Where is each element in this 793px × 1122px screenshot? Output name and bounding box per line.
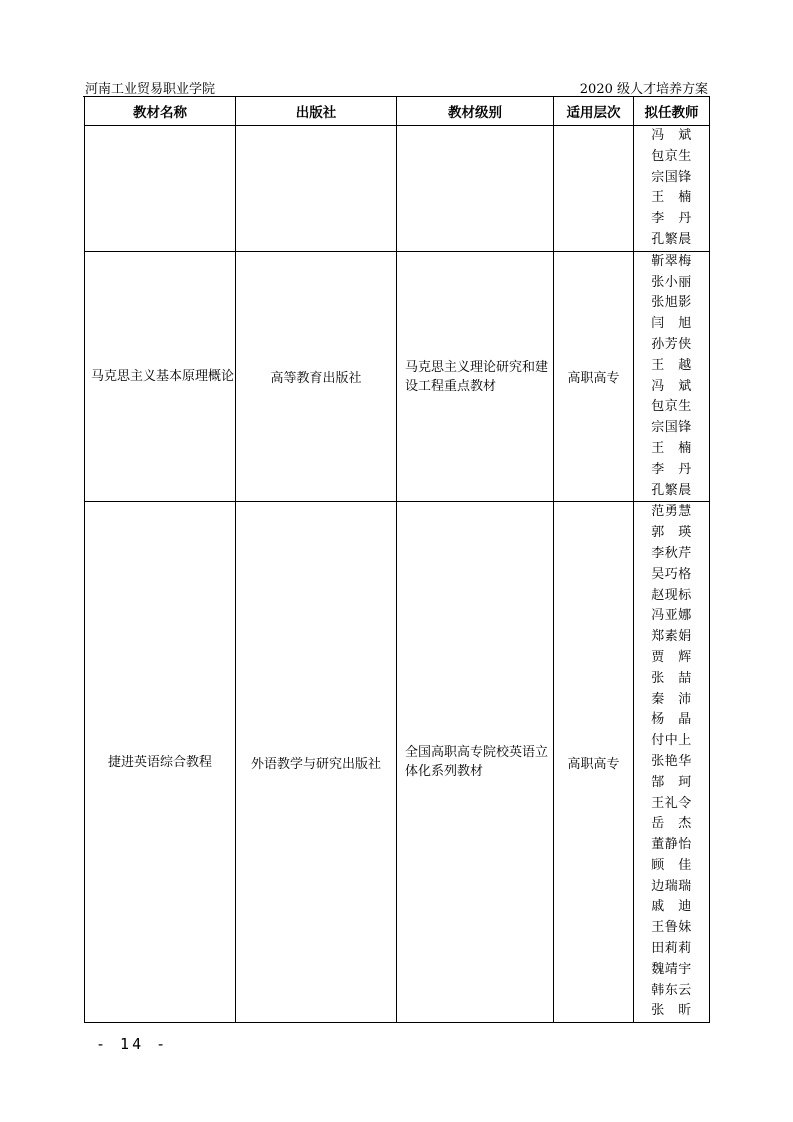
- cell-teachers: [634, 502, 710, 1023]
- teacher-name: 贾 辉: [651, 649, 692, 665]
- teacher-name: 宗国锋: [651, 169, 692, 185]
- teacher-name: 李秋芹: [651, 545, 692, 561]
- page-header: [83, 78, 710, 97]
- textbook-table: [84, 96, 710, 1023]
- teacher-name: 孔繁晨: [651, 231, 692, 247]
- teacher-name: 范勇慧: [651, 504, 692, 520]
- teacher-name: 张旭影: [651, 295, 692, 311]
- teacher-name: 王 楠: [651, 190, 692, 206]
- table-row: [85, 126, 710, 252]
- teacher-name: 付中上: [651, 733, 692, 749]
- teacher-name: 冯 斌: [651, 378, 692, 394]
- teacher-name: 李 丹: [651, 211, 692, 227]
- teacher-name: 张 昕: [651, 1003, 692, 1019]
- col-header-scope: 适用层次: [554, 97, 634, 126]
- col-header-publisher: 出版社: [236, 97, 397, 126]
- teacher-name: 董静怡: [651, 837, 692, 853]
- school-name: 河南工业贸易职业学院: [85, 82, 216, 97]
- teacher-name: 郑素娟: [651, 629, 692, 645]
- table-row: [85, 251, 710, 502]
- cell-teachers: [634, 251, 710, 502]
- teacher-name: 戚 迪: [651, 899, 692, 915]
- teacher-name: 闫 旭: [651, 316, 692, 332]
- teacher-name: 王 楠: [651, 440, 692, 456]
- teacher-name: 王鲁妹: [651, 920, 692, 936]
- teacher-name: 吴巧格: [651, 566, 692, 582]
- teacher-name: 王 越: [651, 357, 692, 373]
- teacher-name: 包京生: [651, 148, 692, 164]
- teacher-name: 宗国锋: [651, 420, 692, 436]
- teacher-name: 田莉莉: [651, 941, 692, 957]
- teacher-name: 包京生: [651, 399, 692, 415]
- cell-scope: [554, 126, 634, 252]
- teacher-name: 李 丹: [651, 461, 692, 477]
- cell-publisher: [236, 126, 397, 252]
- cell-name: [85, 126, 236, 252]
- teacher-name: 张小丽: [651, 274, 692, 290]
- teacher-name: 张艳华: [651, 753, 692, 769]
- teacher-name: 孔繁晨: [651, 482, 692, 498]
- cell-level: 全国高职高专院校英语立体化系列教材: [397, 502, 554, 1023]
- teacher-name: 杨 晶: [651, 712, 692, 728]
- teacher-name: 冯 斌: [651, 128, 692, 143]
- teacher-name: 顾 佳: [651, 857, 692, 873]
- cell-teachers: [634, 126, 710, 252]
- teacher-name: 边瑞瑞: [651, 878, 692, 894]
- col-header-teachers: 拟任教师: [634, 97, 710, 126]
- cell-level: 马克思主义理论研究和建设工程重点教材: [397, 251, 554, 502]
- cell-name: 马克思主义基本原理概论: [85, 251, 236, 502]
- teacher-name: 韩东云: [651, 982, 692, 998]
- teacher-name: 张 喆: [651, 670, 692, 686]
- cell-scope: 高职高专: [554, 502, 634, 1023]
- col-header-name: 教材名称: [85, 97, 236, 126]
- teacher-name: 郜 珂: [651, 774, 692, 790]
- table-header-row: [85, 97, 710, 126]
- teacher-name: 秦 沛: [651, 691, 692, 707]
- page-number: - 14 -: [96, 1035, 169, 1053]
- teacher-name: 岳 杰: [651, 816, 692, 832]
- cell-scope: 高职高专: [554, 251, 634, 502]
- col-header-level: 教材级别: [397, 97, 554, 126]
- teacher-name: 赵现标: [651, 587, 692, 603]
- teacher-name: 冯亚娜: [651, 608, 692, 624]
- teacher-name: 孙芳侠: [651, 336, 692, 352]
- cell-level: [397, 126, 554, 252]
- table-row: [85, 502, 710, 1023]
- teacher-name: 魏靖宇: [651, 961, 692, 977]
- cell-publisher: 外语教学与研究出版社: [236, 502, 397, 1023]
- teacher-name: 靳翠梅: [651, 253, 692, 269]
- teacher-name: 王礼令: [651, 795, 692, 811]
- cell-publisher: 高等教育出版社: [236, 251, 397, 502]
- teacher-name: 郭 瑛: [651, 525, 692, 541]
- plan-title: 2020 级人才培养方案: [579, 82, 708, 97]
- cell-name: 捷进英语综合教程: [85, 502, 236, 1023]
